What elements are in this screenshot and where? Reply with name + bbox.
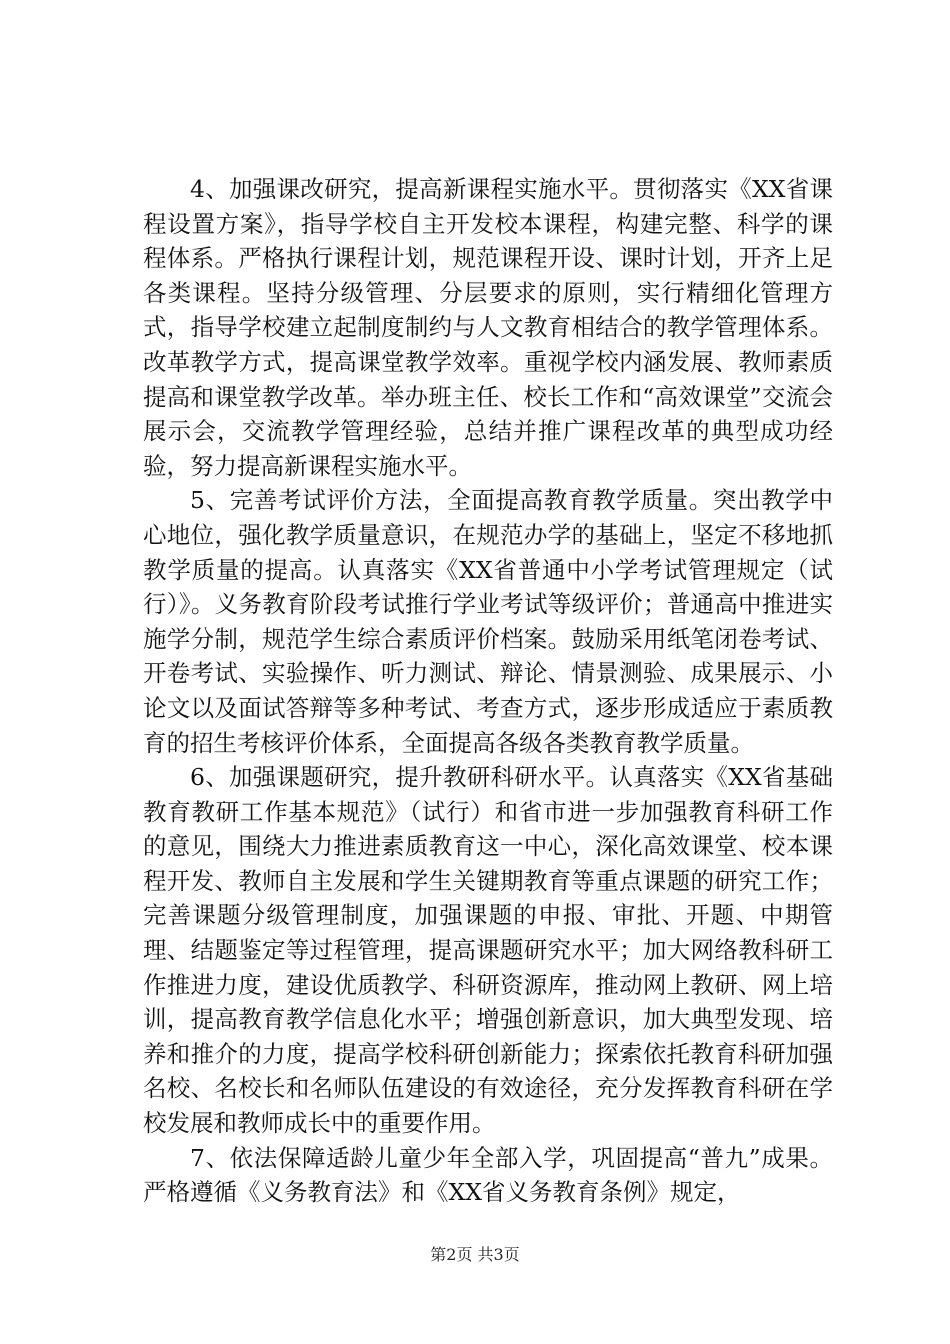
document-body: [143, 172, 833, 1210]
paragraph-5: 5、完善考试评价方法，全面提高教育教学质量。突出教学中心地位，强化教学质量意识，在规范办学的基础上，坚定不移地抓教学质量的提高。认真落实《XX省普通中小学考试管理规定（试行）》。义务教育阶段考试推行学业考试等级评价；普通高中推进实施学分制，规范学生综合素质评价档案。鼓励采用纸笔闭卷考试、开卷考试、实验操作、听力测试、辩论、情景测验、成果展示、小论文以及面试答辩等多种考试、考查方式，逐步形成适应于素质教育的招生考核评价体系，全面提高各级各类教育教学质量。: [143, 486, 833, 757]
paragraph-4: 4、加强课改研究，提高新课程实施水平。贯彻落实《XX省课程设置方案》，指导学校自主开发校本课程，构建完整、科学的课程体系。严格执行课程计划，规范课程开设、课时计划，开齐上足各类课程。坚持分级管理、分层要求的原则，实行精细化管理方式，指导学校建立起制度制约与人文教育相结合的教学管理体系。改革教学方式，提高课堂教学效率。重视学校内涵发展、教师素质提高和课堂教学改革。举办班主任、校长工作和“高效课堂”交流会展示会，交流教学管理经验，总结并推广课程改革的典型成功经验，努力提高新课程实施水平。: [143, 175, 833, 480]
paragraph-6: 6、加强课题研究，提升教研科研水平。认真落实《XX省基础教育教研工作基本规范》（试行）和省市进一步加强教育科研工作的意见，围绕大力推进素质教育这一中心，深化高效课堂、校本课程开发、教师自主发展和学生关键期教育等重点课题的研究工作；完善课题分级管理制度，加强课题的申报、审批、开题、中期管理、结题鉴定等过程管理，提高课题研究水平；加大网络教科研工作推进力度，建设优质教学、科研资源库，推动网上教研、网上培训，提高教育教学信息化水平；增强创新意识，加大典型发现、培养和推介的力度，提高学校科研创新能力；探索依托教育科研加强名校、名校长和名师队伍建设的有效途径，充分发挥教育科研在学校发展和教师成长中的重要作用。: [143, 763, 833, 1138]
page-number-footer: 第2页 共3页: [430, 1245, 520, 1264]
paragraph-7: 7、依法保障适龄儿童少年全部入学，巩固提高“普九”成果。严格遵循《义务教育法》和《XX省义务教育条例》规定，: [143, 1143, 833, 1207]
